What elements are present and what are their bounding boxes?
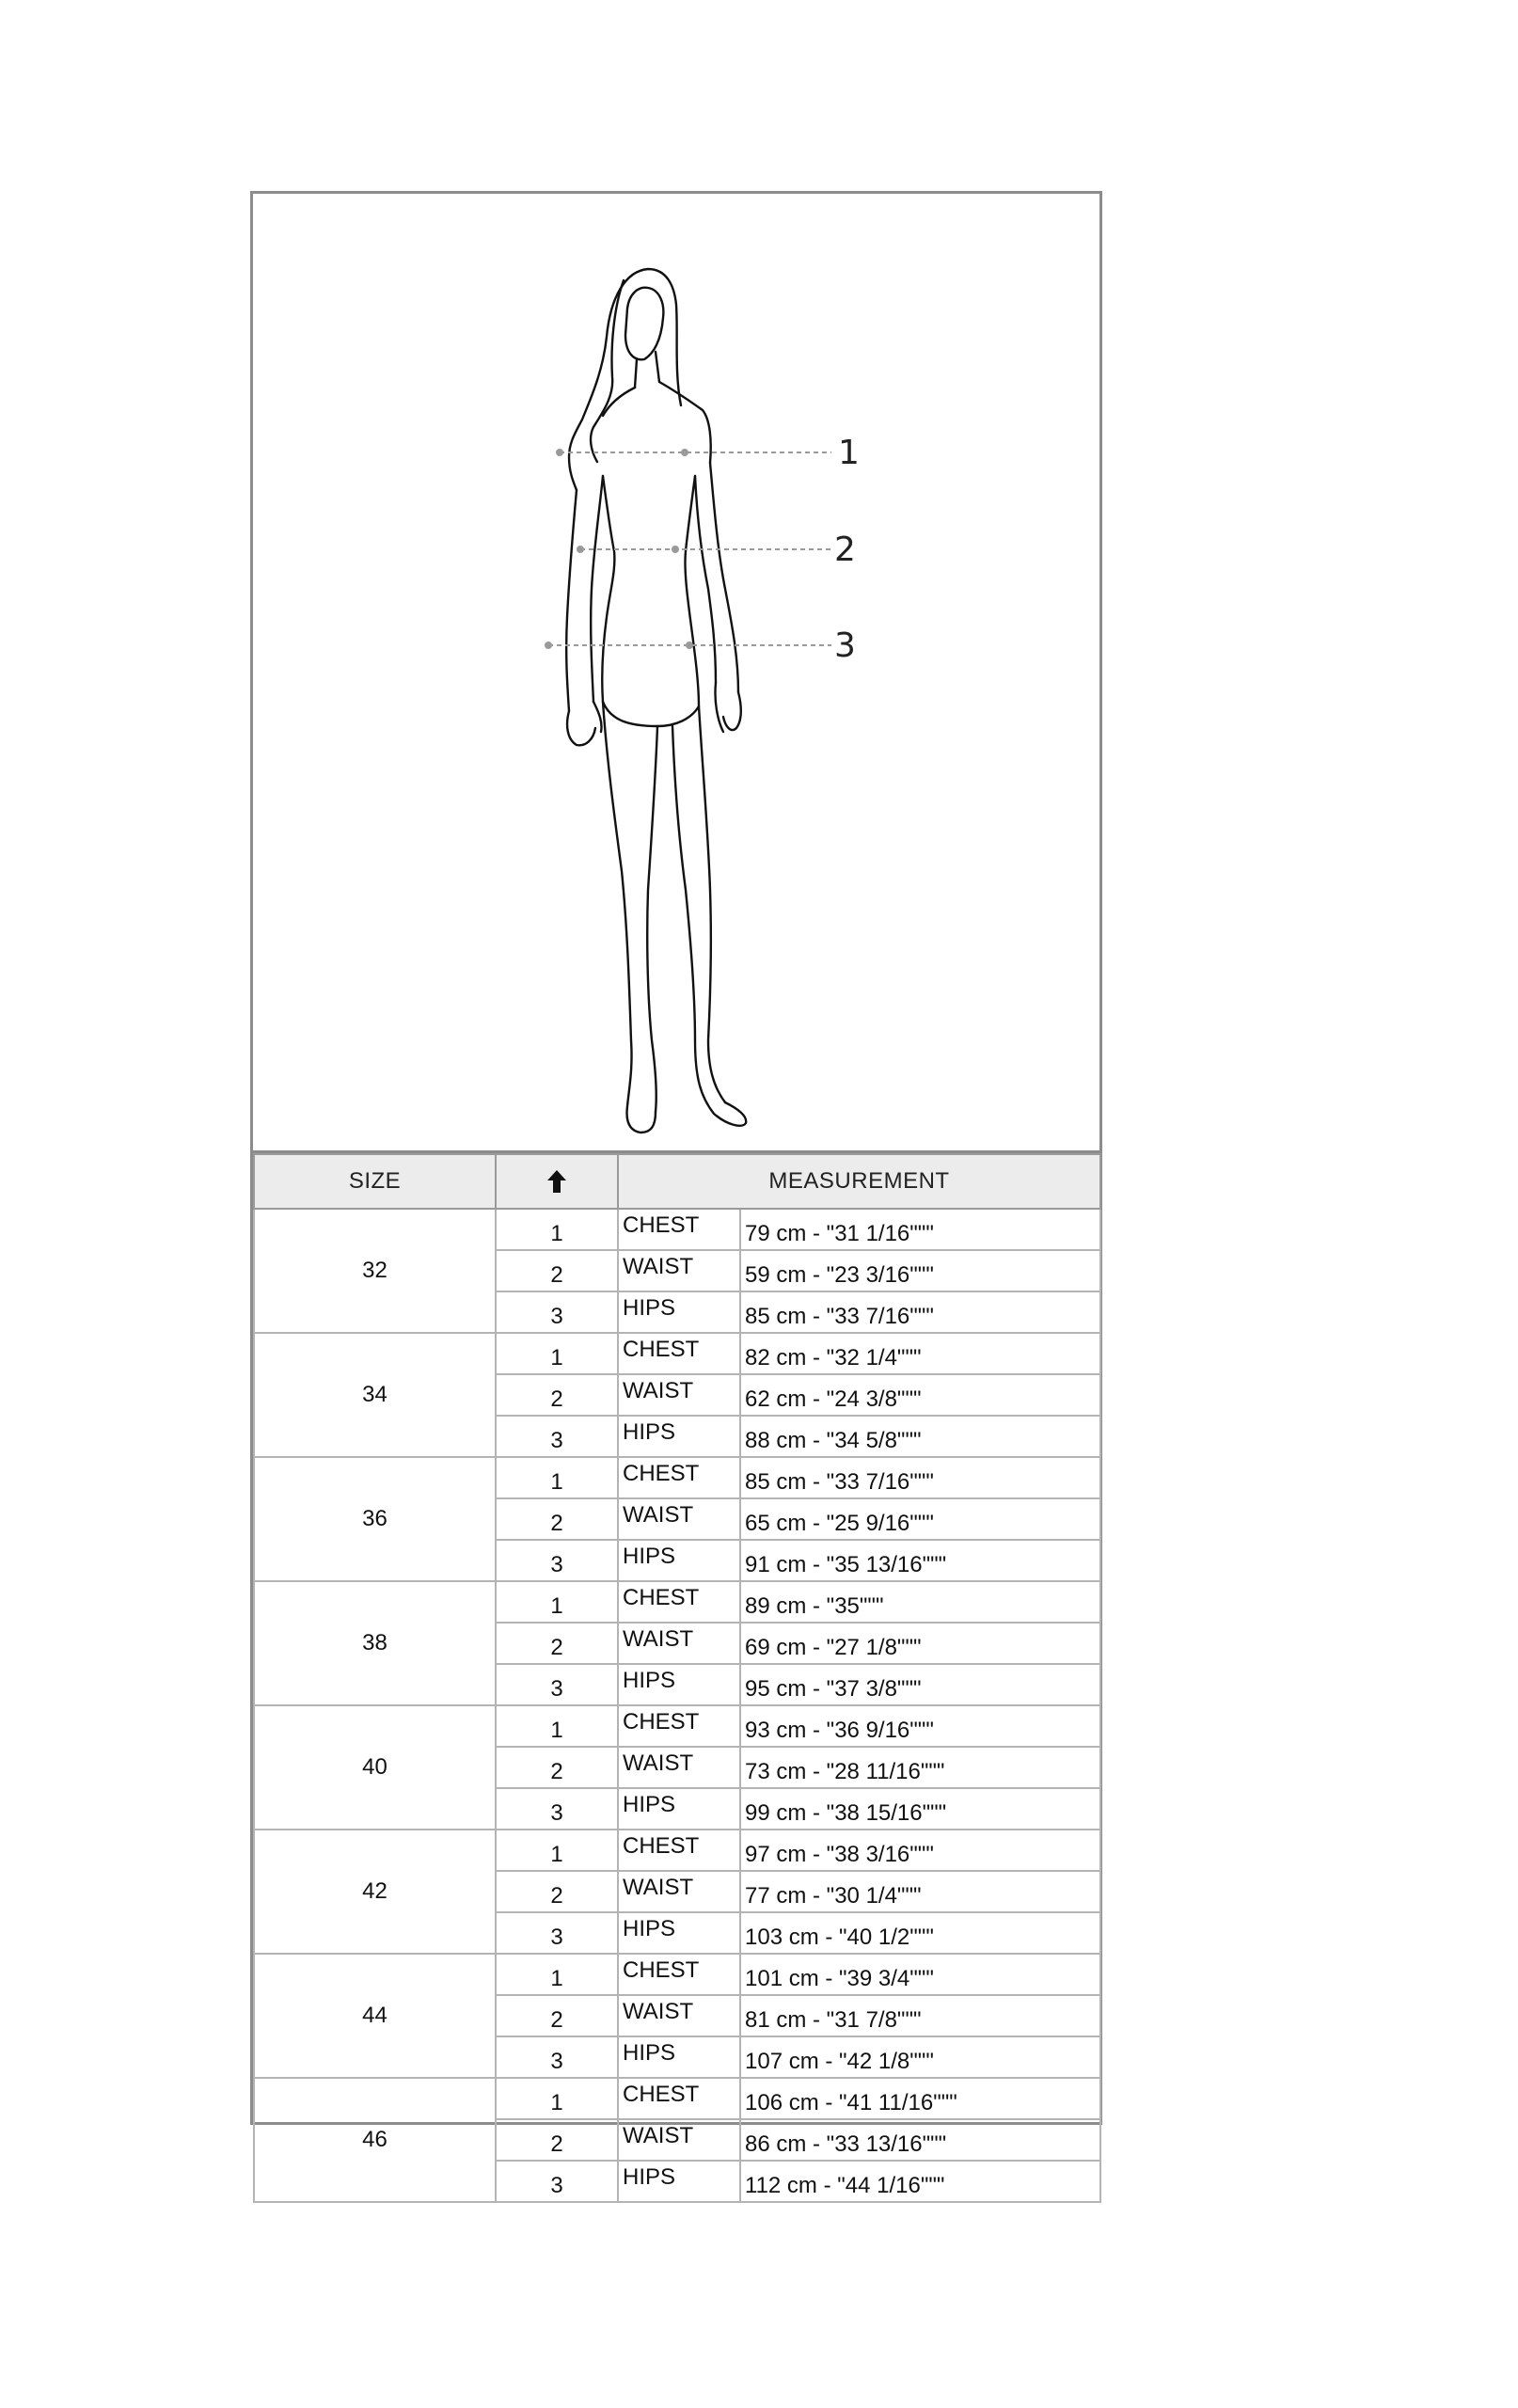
size-cell: 44 (254, 1954, 496, 2078)
measurement-number-cell: 1 (496, 1705, 618, 1747)
size-cell: 42 (254, 1830, 496, 1954)
table-row (254, 1830, 1100, 1871)
measurement-name-cell: HIPS (618, 1291, 740, 1333)
measurement-number-cell: 1 (496, 1954, 618, 1995)
measurement-value-cell: 97 cm - "38 3/16""" (740, 1830, 1100, 1871)
table-header-row (254, 1154, 1100, 1209)
table-row (254, 1954, 1100, 1995)
measurement-name-cell: CHEST (618, 1457, 740, 1498)
measurement-value-cell: 112 cm - "44 1/16""" (740, 2161, 1100, 2202)
measurement-number-cell: 3 (496, 1540, 618, 1581)
body-figure-illustration (253, 194, 1099, 1150)
size-cell: 46 (254, 2078, 496, 2202)
measurement-value-cell: 85 cm - "33 7/16""" (740, 1457, 1100, 1498)
measurement-value-cell: 86 cm - "33 13/16""" (740, 2119, 1100, 2161)
measurement-number-cell: 1 (496, 1209, 618, 1250)
measurement-number-cell: 3 (496, 1912, 618, 1954)
size-cell: 36 (254, 1457, 496, 1581)
figure-panel (253, 194, 1099, 1153)
size-cell: 38 (254, 1581, 496, 1705)
arrow-up-icon (546, 1168, 568, 1195)
measurement-number-cell: 2 (496, 1374, 618, 1416)
size-cell: 32 (254, 1209, 496, 1333)
measurement-name-cell: WAIST (618, 1623, 740, 1664)
measurement-number-cell: 3 (496, 1788, 618, 1830)
table-row (254, 1705, 1100, 1747)
hips-dot-left (545, 642, 552, 649)
measurement-name-cell: HIPS (618, 1664, 740, 1705)
woman-silhouette (566, 269, 746, 1133)
measurement-column-header: MEASUREMENT (618, 1154, 1100, 1209)
measurement-value-cell: 106 cm - "41 11/16""" (740, 2078, 1100, 2119)
measurement-number-cell: 3 (496, 1291, 618, 1333)
measurement-value-cell: 107 cm - "42 1/8""" (740, 2036, 1100, 2078)
callout-3: 3 (834, 626, 856, 665)
measurement-value-cell: 79 cm - "31 1/16""" (740, 1209, 1100, 1250)
table-body (254, 1209, 1100, 2202)
measurement-name-cell: HIPS (618, 1912, 740, 1954)
measurement-number-cell: 3 (496, 1416, 618, 1457)
measurement-number-cell: 2 (496, 1250, 618, 1291)
chest-dot-right (681, 449, 688, 456)
measurement-name-cell: WAIST (618, 1374, 740, 1416)
size-cell: 34 (254, 1333, 496, 1457)
measurement-name-cell: WAIST (618, 1250, 740, 1291)
measurement-name-cell: WAIST (618, 1995, 740, 2036)
measurement-value-cell: 69 cm - "27 1/8""" (740, 1623, 1100, 1664)
measurement-number-cell: 2 (496, 1995, 618, 2036)
measurement-number-cell: 2 (496, 1623, 618, 1664)
measurement-value-cell: 99 cm - "38 15/16""" (740, 1788, 1100, 1830)
callout-2: 2 (834, 531, 856, 569)
measurement-name-cell: CHEST (618, 1333, 740, 1374)
measurement-value-cell: 82 cm - "32 1/4""" (740, 1333, 1100, 1374)
measurement-value-cell: 65 cm - "25 9/16""" (740, 1498, 1100, 1540)
measurement-name-cell: CHEST (618, 1209, 740, 1250)
measurement-number-cell: 1 (496, 2078, 618, 2119)
measurement-value-cell: 95 cm - "37 3/8""" (740, 1664, 1100, 1705)
measurement-name-cell: WAIST (618, 1747, 740, 1788)
waist-dot-left (577, 546, 584, 553)
measurement-value-cell: 103 cm - "40 1/2""" (740, 1912, 1100, 1954)
table-row (254, 1581, 1100, 1623)
measurement-number-cell: 3 (496, 2036, 618, 2078)
measurement-name-cell: CHEST (618, 2078, 740, 2119)
table-row (254, 1333, 1100, 1374)
measurement-value-cell: 88 cm - "34 5/8""" (740, 1416, 1100, 1457)
measurement-number-cell: 3 (496, 1664, 618, 1705)
measurement-name-cell: HIPS (618, 2161, 740, 2202)
measurement-value-cell: 73 cm - "28 11/16""" (740, 1747, 1100, 1788)
measurement-number-cell: 1 (496, 1457, 618, 1498)
measurement-value-cell: 59 cm - "23 3/16""" (740, 1250, 1100, 1291)
hips-dot-right (686, 642, 693, 649)
chest-dot-left (556, 449, 563, 456)
waist-dot-right (672, 546, 679, 553)
callout-1: 1 (838, 434, 860, 472)
measurement-value-cell: 62 cm - "24 3/8""" (740, 1374, 1100, 1416)
table-row (254, 2078, 1100, 2119)
measurement-name-cell: CHEST (618, 1705, 740, 1747)
size-measurement-table (253, 1153, 1101, 2203)
measurement-name-cell: HIPS (618, 1416, 740, 1457)
measurement-number-cell: 1 (496, 1830, 618, 1871)
size-guide-sheet (250, 191, 1102, 2198)
measurement-name-cell: HIPS (618, 1788, 740, 1830)
measurement-number-cell: 2 (496, 1871, 618, 1912)
measurement-number-cell: 2 (496, 2119, 618, 2161)
number-column-header (496, 1154, 618, 1209)
measurement-value-cell: 93 cm - "36 9/16""" (740, 1705, 1100, 1747)
measurement-value-cell: 89 cm - "35""" (740, 1581, 1100, 1623)
measurement-value-cell: 91 cm - "35 13/16""" (740, 1540, 1100, 1581)
measurement-number-cell: 2 (496, 1747, 618, 1788)
size-column-header: SIZE (254, 1154, 496, 1209)
measurement-value-cell: 81 cm - "31 7/8""" (740, 1995, 1100, 2036)
measurement-value-cell: 85 cm - "33 7/16""" (740, 1291, 1100, 1333)
measurement-number-cell: 3 (496, 2161, 618, 2202)
measurement-name-cell: WAIST (618, 1871, 740, 1912)
measurement-value-cell: 101 cm - "39 3/4""" (740, 1954, 1100, 1995)
measurement-number-cell: 2 (496, 1498, 618, 1540)
measurement-value-cell: 77 cm - "30 1/4""" (740, 1871, 1100, 1912)
measurement-name-cell: HIPS (618, 1540, 740, 1581)
measurement-name-cell: HIPS (618, 2036, 740, 2078)
measurement-number-cell: 1 (496, 1581, 618, 1623)
measurement-name-cell: CHEST (618, 1830, 740, 1871)
table-row (254, 1457, 1100, 1498)
table-row (254, 1209, 1100, 1250)
measurement-number-cell: 1 (496, 1333, 618, 1374)
measurement-name-cell: CHEST (618, 1581, 740, 1623)
measurement-name-cell: WAIST (618, 1498, 740, 1540)
measurement-name-cell: CHEST (618, 1954, 740, 1995)
size-cell: 40 (254, 1705, 496, 1830)
measurement-name-cell: WAIST (618, 2119, 740, 2161)
